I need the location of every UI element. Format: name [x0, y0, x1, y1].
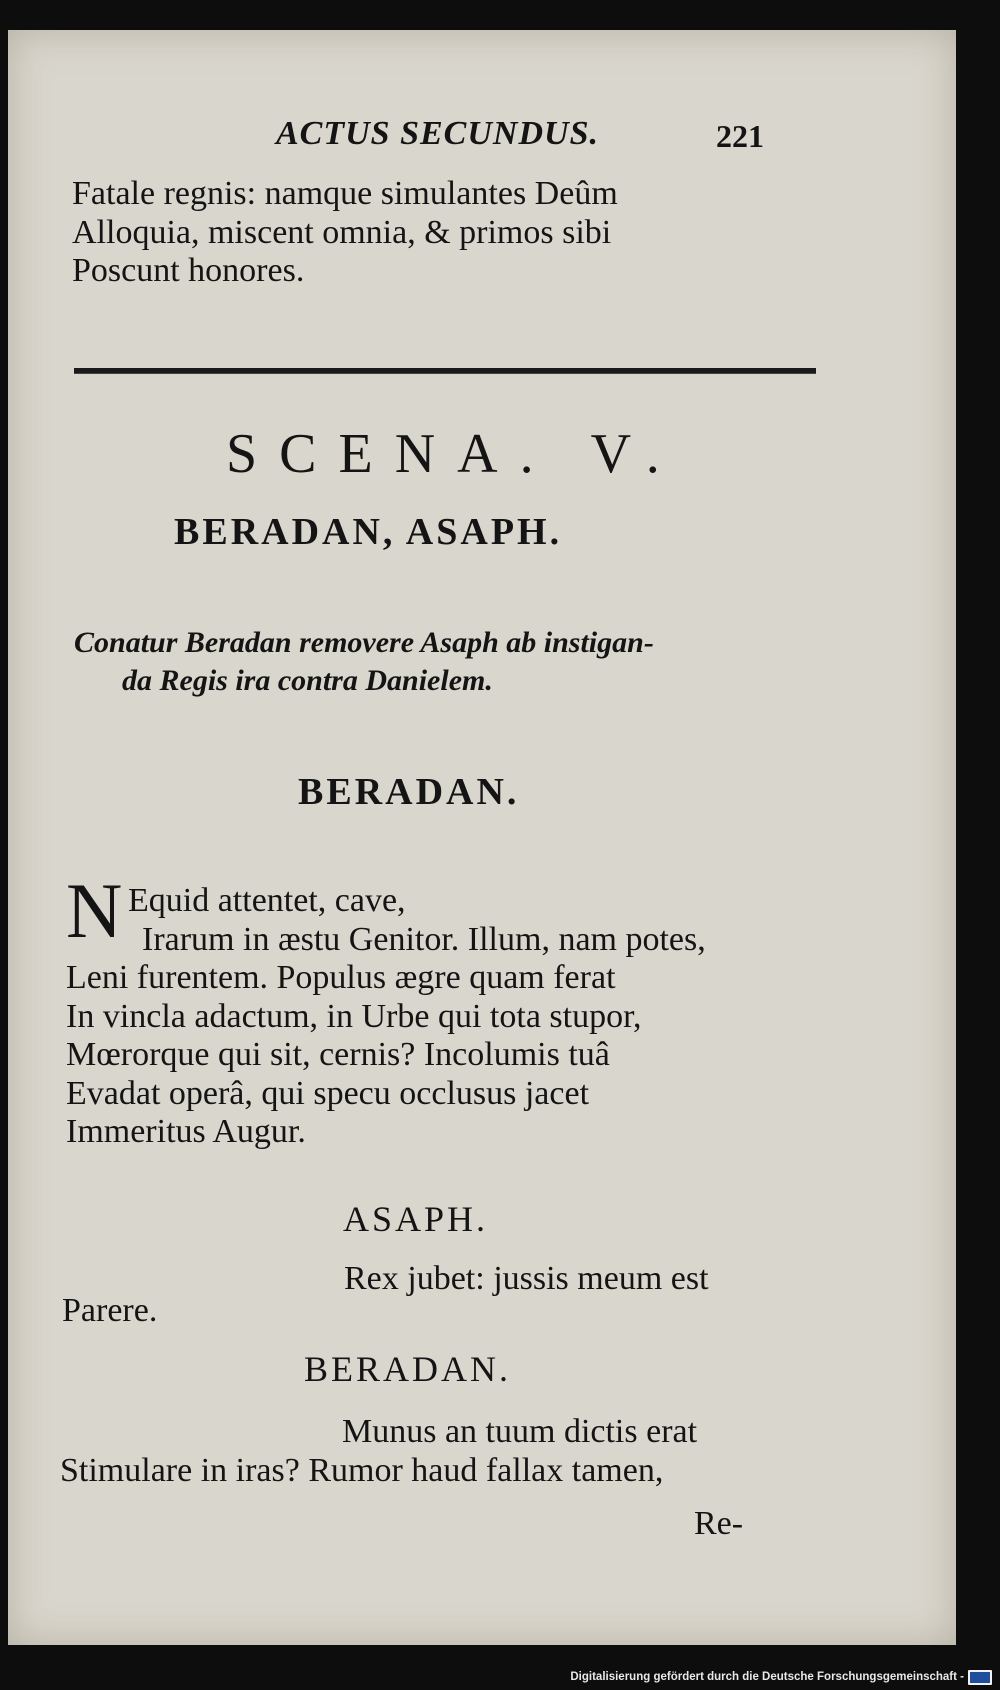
catchword: Re-	[694, 1505, 744, 1542]
page-number: 221	[716, 118, 764, 154]
argument-line: da Regis ira contra Danielem.	[122, 664, 493, 697]
drop-cap: N	[66, 867, 123, 954]
verse-line: Equid attentet, cave,	[128, 882, 406, 919]
verse-line: Rex jubet: jussis meum est	[344, 1260, 709, 1297]
dfg-logo-icon	[968, 1670, 992, 1685]
verse-line: In vincla adactum, in Urbe qui tota stupor,	[66, 997, 642, 1035]
verse-line: Poscunt honores.	[72, 252, 305, 289]
footer-credit: Digitalisierung gefördert durch die Deutsche Forschungsgemeinschaft -	[570, 1671, 964, 1683]
verse-line: Evadat operâ, qui specu occlusus jacet	[66, 1074, 590, 1112]
horizontal-rule	[74, 368, 816, 374]
speaker-heading: BERADAN.	[298, 771, 520, 813]
verse-line: Fatale regnis: namque simulantes Deûm	[72, 175, 618, 212]
verse-line: Irarum in æstu Genitor. Illum, nam potes,	[142, 920, 706, 958]
verse-line: Stimulare in iras? Rumor haud fallax tamen,	[60, 1452, 664, 1489]
scene-argument	[74, 624, 654, 700]
argument-line: Conatur Beradan removere Asaph ab instigan-	[74, 626, 654, 659]
scene-title: SCENA. V.	[226, 423, 682, 485]
verse-line: Parere.	[62, 1292, 158, 1329]
top-verse	[72, 175, 618, 291]
running-head: ACTUS SECUNDUS.	[276, 115, 599, 152]
verse-line: Alloquia, miscent omnia, & primos sibi	[72, 213, 612, 251]
verse-line: Mœrorque qui sit, cernis? Incolumis tuâ	[66, 1036, 610, 1073]
speaker-heading: BERADAN.	[304, 1349, 512, 1389]
speech-beradan	[66, 882, 706, 1152]
verse-line: Leni furentem. Populus ægre quam ferat	[66, 959, 616, 996]
book-page	[8, 30, 956, 1645]
scene-characters: BERADAN, ASAPH.	[174, 511, 563, 553]
verse-line: Immeritus Augur.	[66, 1113, 306, 1150]
speaker-heading: ASAPH.	[343, 1199, 489, 1239]
verse-line: Munus an tuum dictis erat	[342, 1413, 698, 1450]
